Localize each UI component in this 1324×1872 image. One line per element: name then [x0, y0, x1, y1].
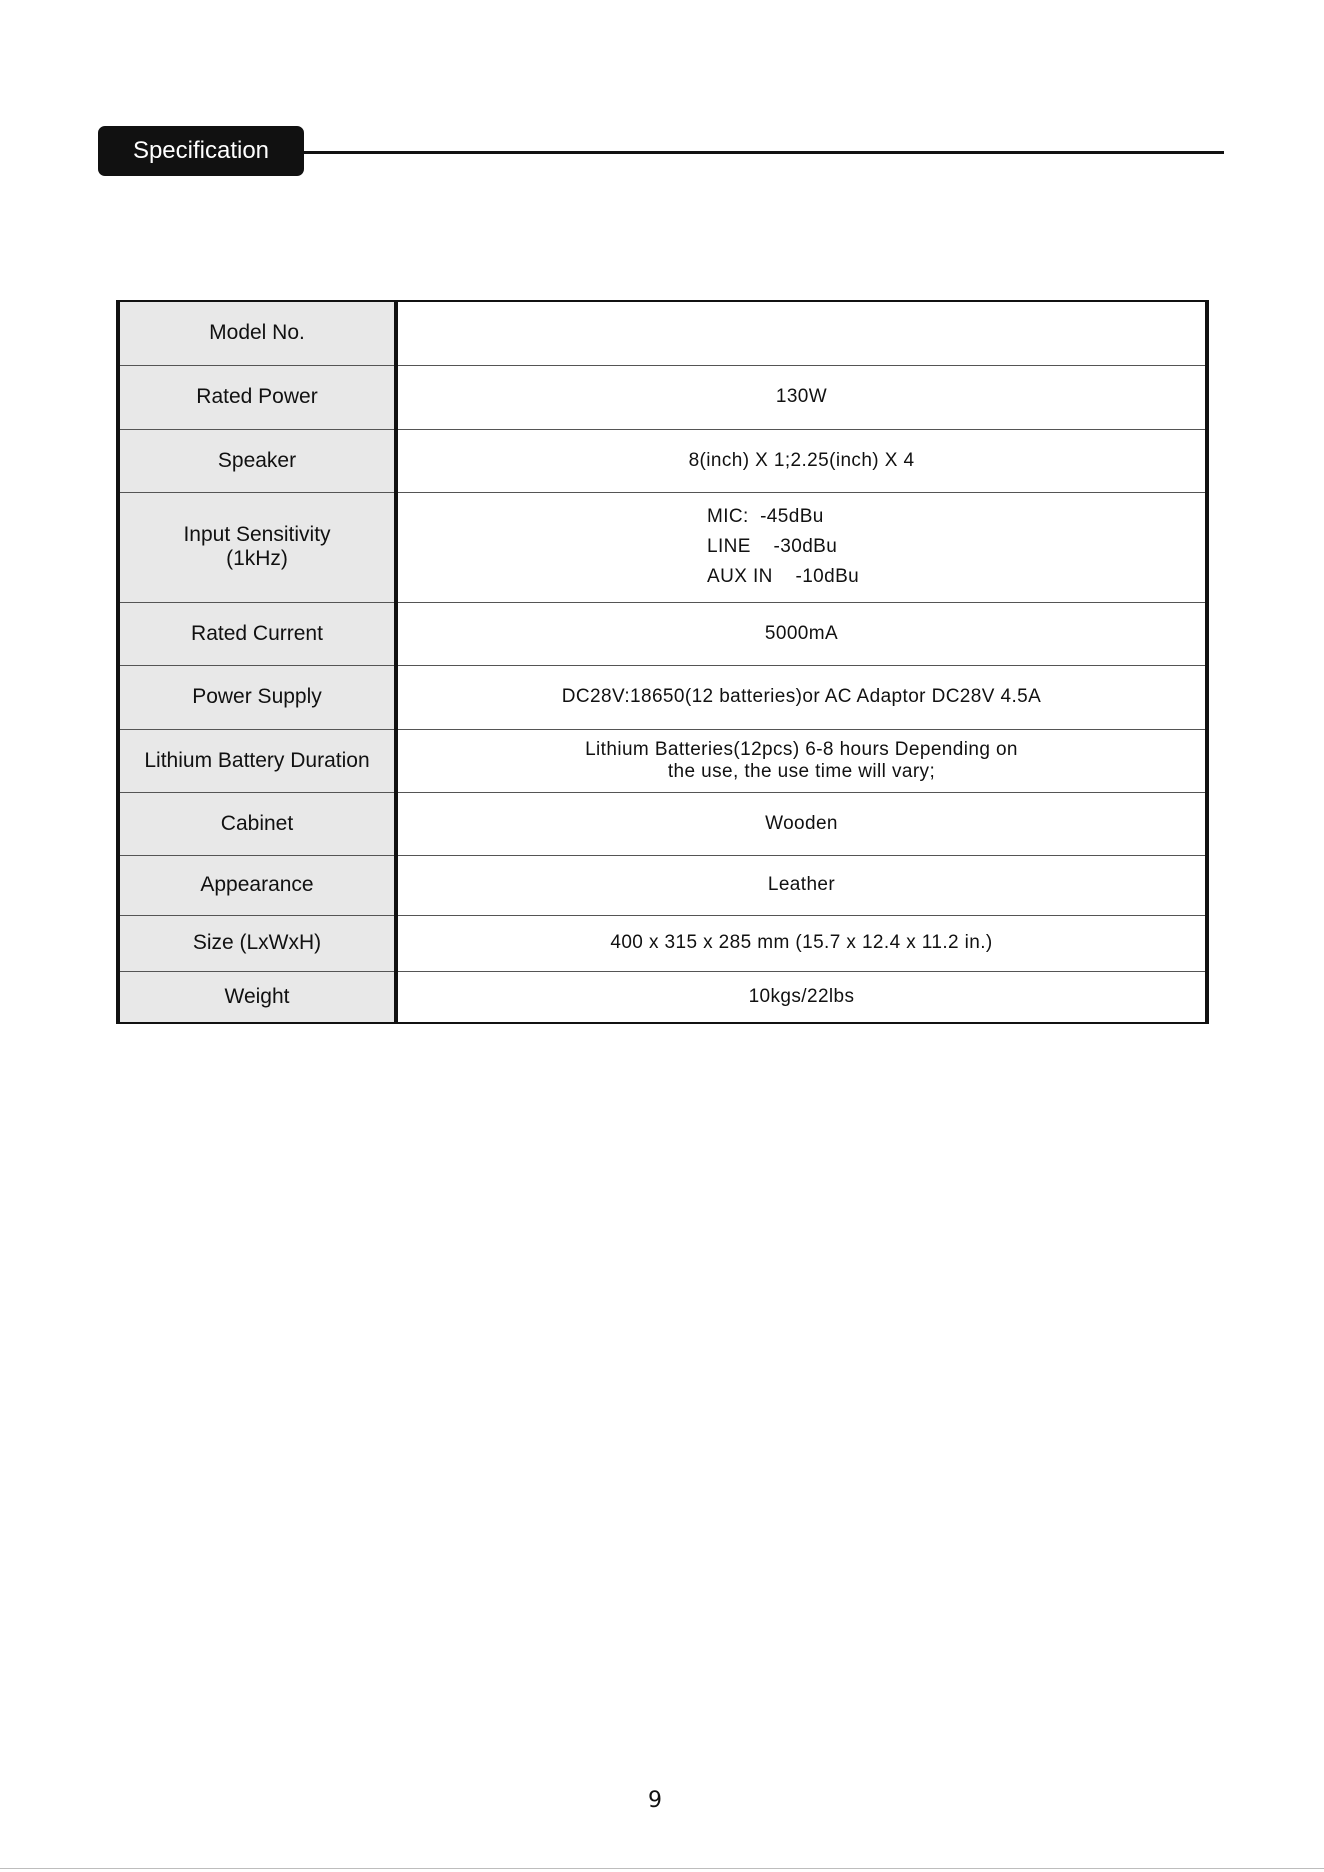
spec-value-line: LINE -30dBu	[707, 536, 838, 557]
spec-row-rated-current	[118, 602, 1207, 665]
spec-row-speaker	[118, 429, 1207, 492]
spec-label-cell	[118, 492, 396, 602]
spec-label-sub: (1kHz)	[226, 547, 288, 570]
spec-value-cell	[396, 429, 1207, 492]
spec-label-cell	[118, 729, 396, 792]
spec-value: Wooden	[765, 812, 838, 834]
spec-row-model-no	[118, 301, 1207, 365]
spec-value: Lithium Batteries(12pcs) 6-8 hours Depending on	[585, 738, 1018, 760]
spec-label: Power Supply	[192, 685, 322, 708]
spec-value-cell	[396, 492, 1207, 602]
spec-row-weight	[118, 971, 1207, 1023]
spec-value-cell	[396, 301, 1207, 365]
spec-label: Model No.	[209, 321, 305, 345]
spec-row-cabinet	[118, 792, 1207, 855]
spec-label: Cabinet	[220, 811, 294, 835]
spec-label-cell	[118, 971, 396, 1023]
spec-label: Lithium Battery Duration	[144, 748, 370, 772]
spec-value: 5000mA	[764, 622, 839, 644]
spec-label-cell	[118, 792, 396, 855]
spec-value-cell	[396, 855, 1207, 915]
spec-value: 10kgs/22lbs	[748, 985, 855, 1007]
spec-value: DC28V:18650(12 batteries)or AC Adaptor DC28V 4.5A	[561, 686, 1042, 707]
spec-value-cell	[396, 665, 1207, 729]
spec-label: Input Sensitivity	[183, 523, 331, 546]
spec-value-mic: MIC: -45dBu	[707, 506, 824, 527]
page-number: 9	[648, 1788, 662, 1813]
spec-value-continued: the use, the use time will vary;	[667, 760, 936, 782]
spec-row-appearance	[118, 855, 1207, 915]
spec-label-cell	[118, 429, 396, 492]
spec-label-cell	[118, 602, 396, 665]
specification-table	[116, 300, 1209, 1024]
spec-value: 8(inch) X 1;2.25(inch) X 4	[688, 449, 915, 471]
spec-row-lithium-battery-duration	[118, 729, 1207, 792]
spec-label: Size (LxWxH)	[192, 931, 322, 954]
spec-label-cell	[118, 915, 396, 971]
spec-value-cell	[396, 792, 1207, 855]
spec-value-cell	[396, 971, 1207, 1023]
spec-row-power-supply	[118, 665, 1207, 729]
spec-row-rated-power	[118, 365, 1207, 429]
spec-row-input-sensitivity	[118, 492, 1207, 602]
spec-label-cell	[118, 855, 396, 915]
spec-value: 400 x 315 x 285 mm (15.7 x 12.4 x 11.2 in.)	[610, 932, 993, 953]
spec-value: 130W	[775, 386, 828, 407]
spec-label-cell	[118, 301, 396, 365]
spec-value: Leather	[767, 874, 836, 895]
spec-label: Weight	[224, 984, 290, 1008]
section-title: Specification	[98, 126, 304, 176]
spec-value-cell	[396, 602, 1207, 665]
spec-value-cell	[396, 729, 1207, 792]
spec-label: Appearance	[200, 873, 314, 896]
section-title-rule	[304, 151, 1224, 154]
spec-value-cell	[396, 915, 1207, 971]
spec-label-cell	[118, 665, 396, 729]
spec-label: Rated Power	[196, 385, 318, 408]
spec-label-cell	[118, 365, 396, 429]
spec-value-aux-in: AUX IN -10dBu	[707, 566, 860, 587]
spec-label: Speaker	[217, 448, 297, 472]
specification-table-body	[118, 301, 1207, 1023]
spec-label: Rated Current	[191, 621, 323, 645]
spec-row-size	[118, 915, 1207, 971]
page-bottom-edge	[0, 1868, 1324, 1869]
spec-value-cell	[396, 365, 1207, 429]
